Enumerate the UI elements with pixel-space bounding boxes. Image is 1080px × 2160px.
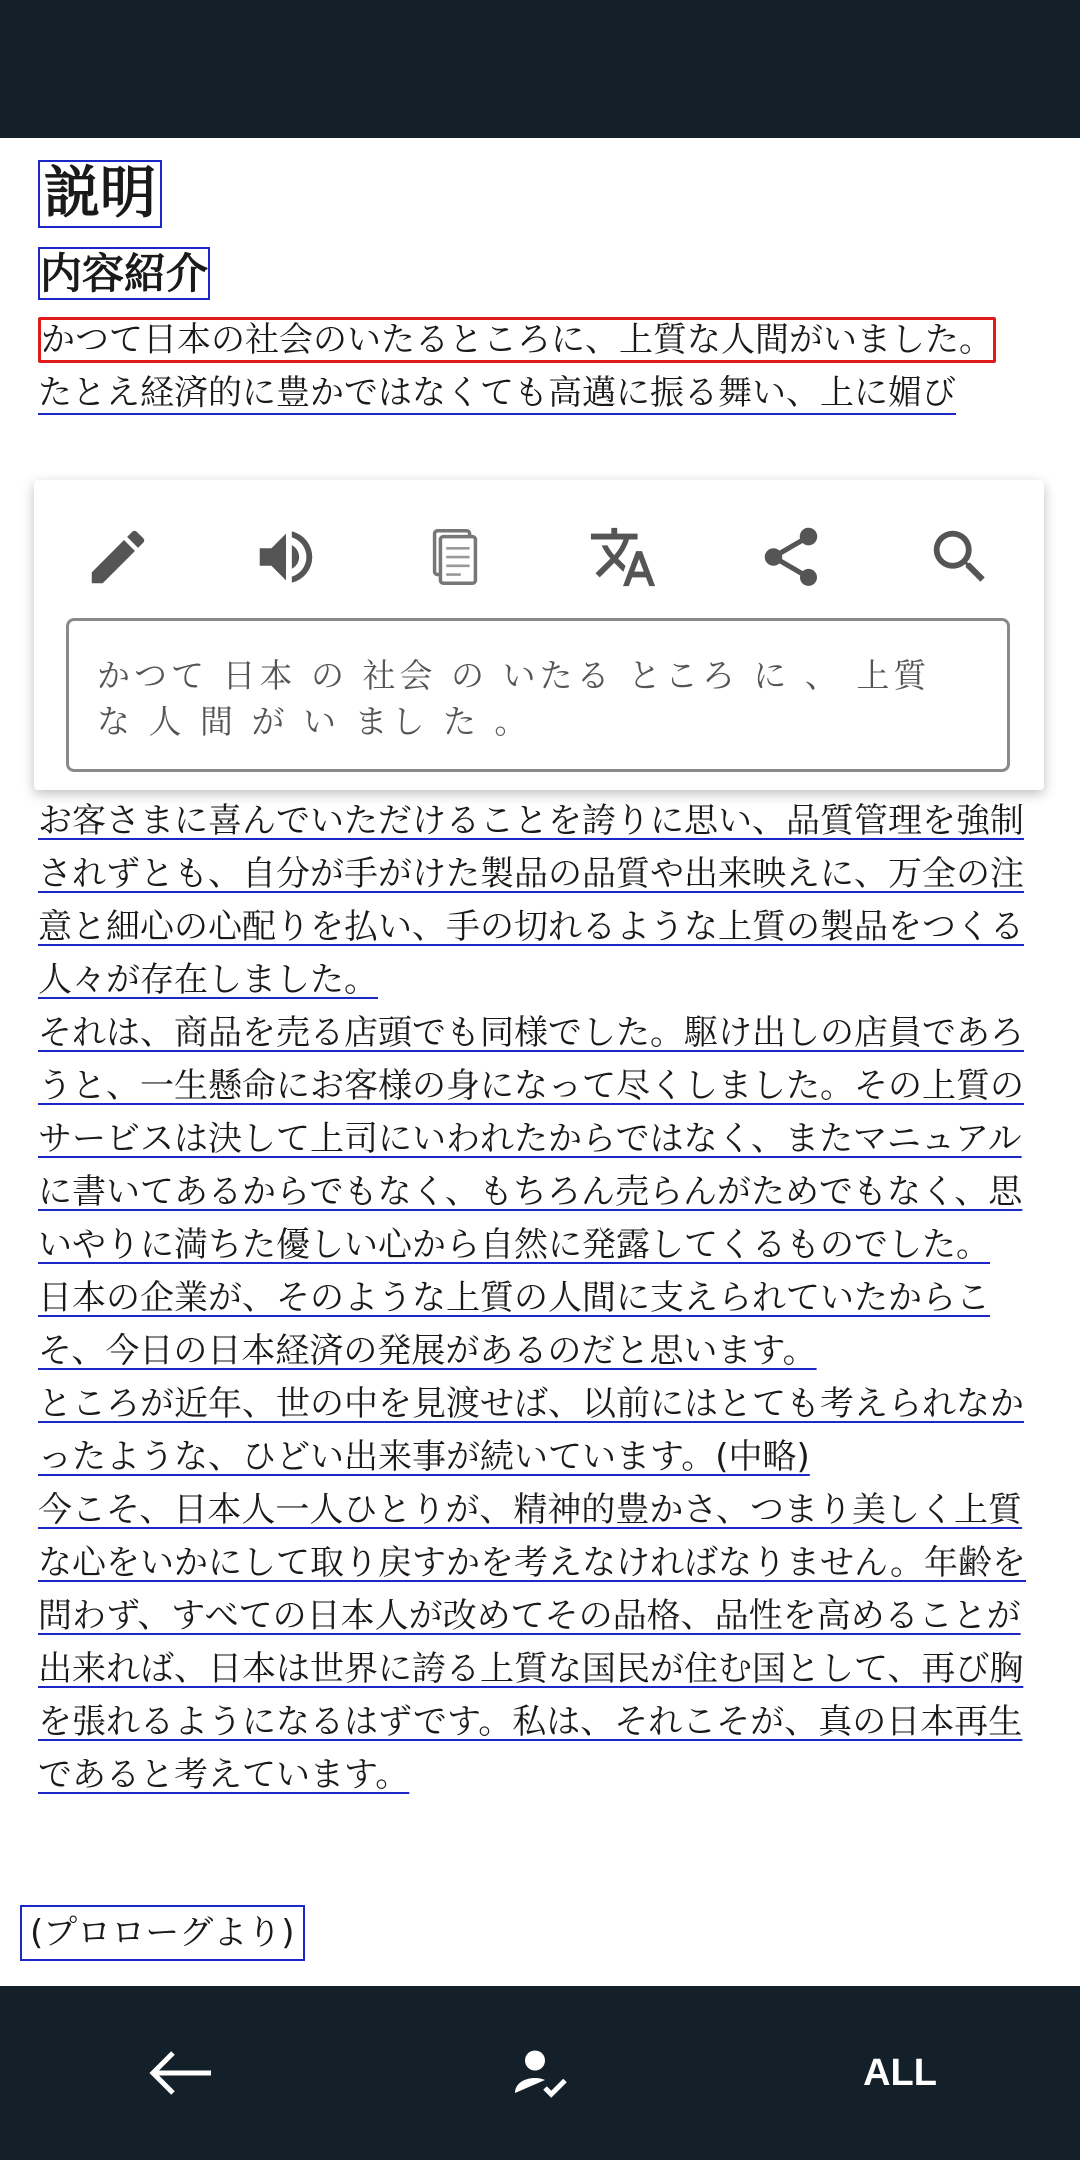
- paragraph-3[interactable]: 日本の企業が、そのような上質の人間に支えられていたからこそ、今日の日本経済の発展があるのだと思います。: [38, 1278, 990, 1371]
- paragraph-line-text[interactable]: たとえ経済的に豊かではなくても高邁に振る舞い、上に媚び: [38, 373, 956, 413]
- description-content: [38, 160, 1042, 420]
- all-button[interactable]: ALL: [863, 2051, 937, 2094]
- paragraph-4[interactable]: ところが近年、世の中を見渡せば、以前にはとても考えられなかったような、ひどい出来事が続いています。(中略): [38, 1384, 1024, 1477]
- bottom-navigation: [0, 1986, 1080, 2160]
- paragraph-2[interactable]: それは、商品を売る店頭でも同様でした。駆け出しの店員であろうと、一生懸命にお客様の身になって尽くしました。その上質のサービスは決して上司にいわれたからではなく、またマニュアルに書いてあるからでもなく、もちろん売らんがためでもなく、思いやりに満ちた優しい心から自然に発露してくるものでした。: [38, 1013, 1024, 1265]
- selected-text-box[interactable]: かつて 日本 の 社会 の いたる ところ に 、 上質 な 人 間 が い まし た 。: [66, 618, 1010, 772]
- account-check-button[interactable]: [460, 2013, 620, 2133]
- page-title: 説明: [38, 160, 162, 228]
- back-arrow-icon: [145, 2048, 215, 2098]
- status-bar: [0, 0, 1080, 138]
- selection-popup: [34, 480, 1044, 790]
- selected-text[interactable]: かつて日本の社会のいたるところに、上質な人間がいました。: [38, 317, 996, 363]
- back-button[interactable]: [100, 2013, 260, 2133]
- speaker-icon[interactable]: [241, 512, 331, 602]
- paragraph-line[interactable]: [38, 367, 1042, 420]
- popup-actions: [34, 502, 1044, 612]
- person-check-icon: [510, 2043, 570, 2103]
- edit-icon[interactable]: [73, 512, 163, 602]
- search-icon[interactable]: [915, 512, 1005, 602]
- paragraph-1[interactable]: お客さまに喜んでいただけることを誇りに思い、品質管理を強制されずとも、自分が手がけた製品の品質や出来映えに、万全の注意と細心の心配りを払い、手の切れるような上質の製品をつくる人々が存在しました。: [38, 801, 1024, 1000]
- body-paragraphs: [38, 795, 1042, 1802]
- share-icon[interactable]: [746, 512, 836, 602]
- section-title: [38, 248, 1042, 300]
- paragraph-5[interactable]: 今こそ、日本人一人ひとりが、精神的豊かさ、つまり美しく上質な心をいかにして取り戻すかを考えなければなりません。年齢を問わず、すべての日本人が改めてその品格、品性を高めることが出来れば、日本は世界に誇る上質な国民が住む国として、再び胸を張れるようになるはずです。私は、それこそが、真の日本再生であると考えています。: [38, 1490, 1027, 1795]
- highlighted-sentence[interactable]: [38, 314, 1042, 367]
- translate-icon[interactable]: [578, 512, 668, 602]
- copy-icon[interactable]: [410, 512, 500, 602]
- section-title-text: 内容紹介: [40, 249, 209, 298]
- footnote[interactable]: (プロローグより): [20, 1905, 305, 1961]
